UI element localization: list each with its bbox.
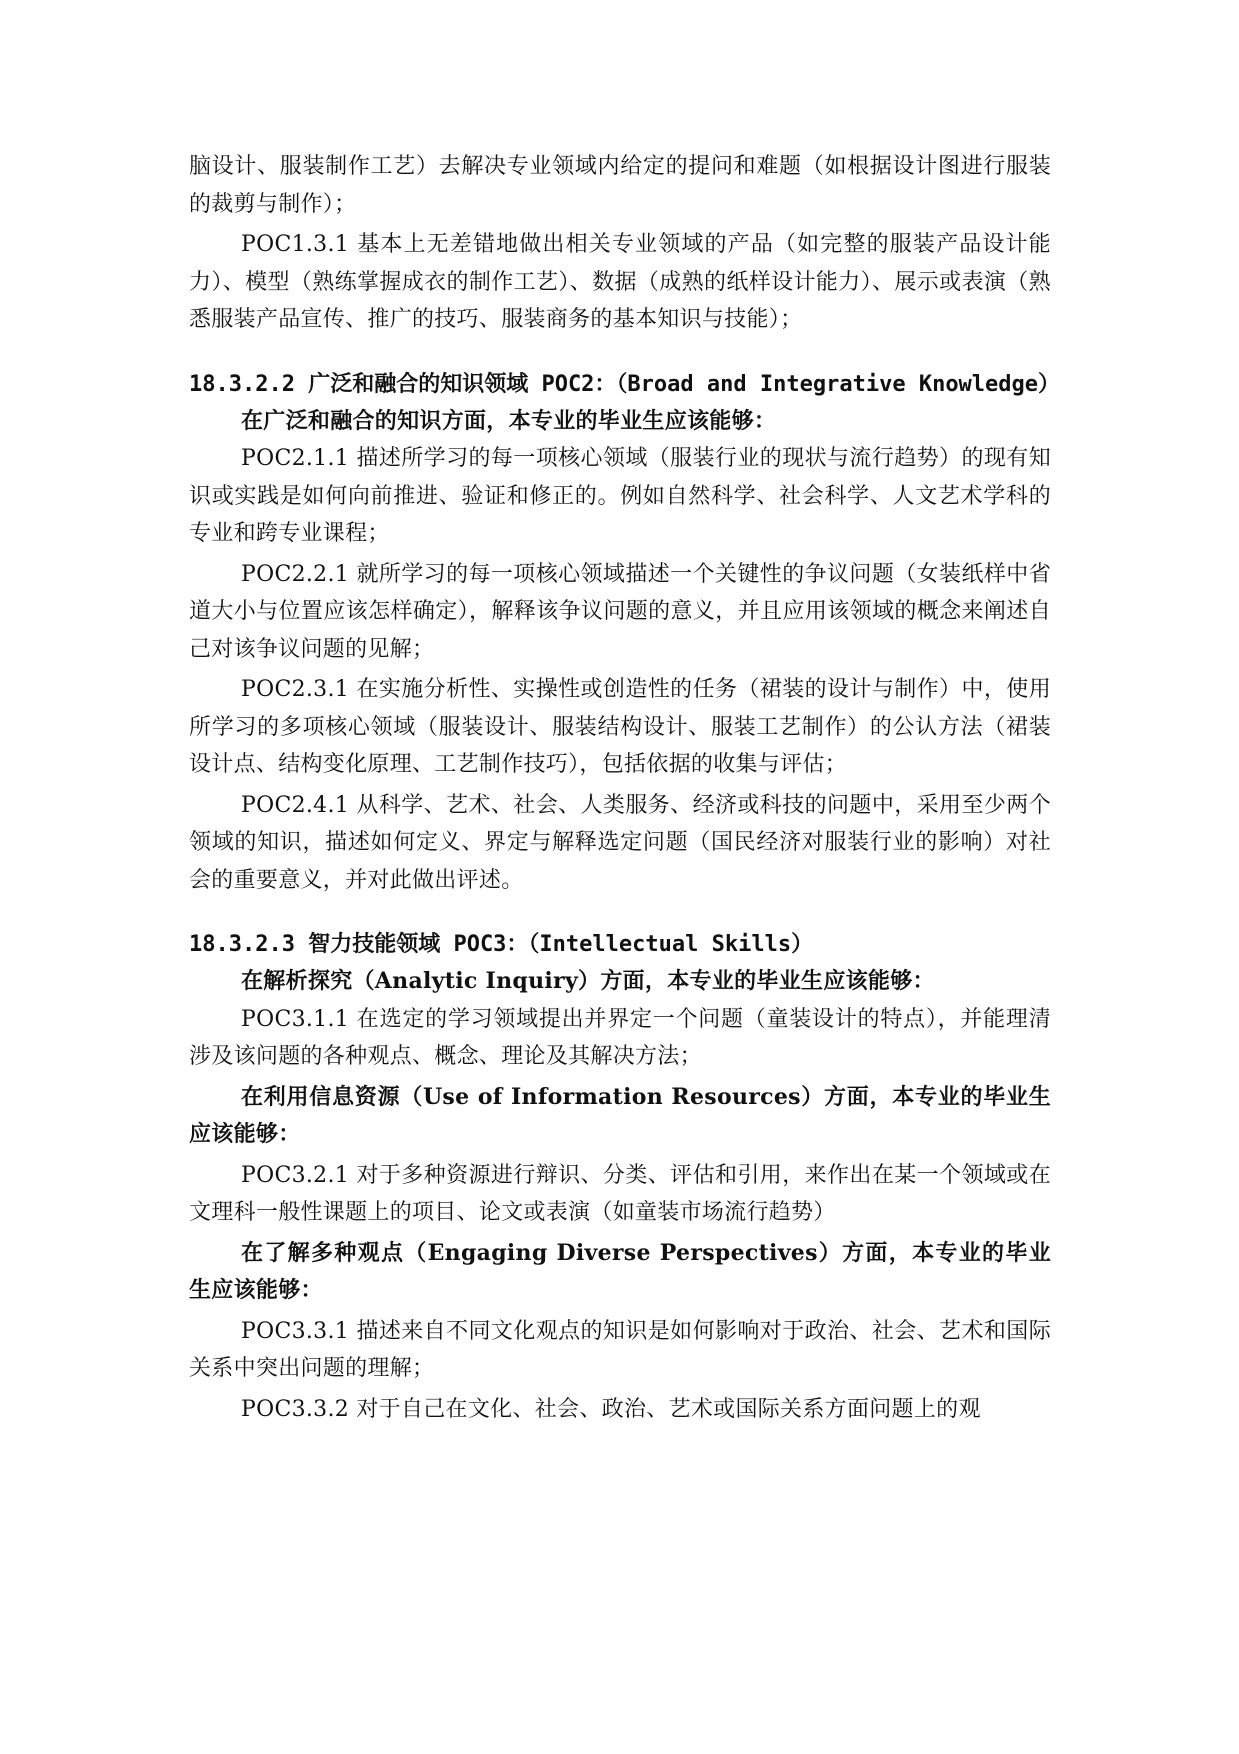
poc1-3-1-paragraph: POC1.3.1 基本上无差错地做出相关专业领域的产品（如完整的服装产品设计能力）、模型（熟练掌握成衣的制作工艺）、数据（成熟的纸样设计能力）、展示或表演（熟悉服装产品宣传、推广的技巧、服装商务的基本知识与技能）； [189, 232, 1051, 332]
poc2-4-1-paragraph: POC2.4.1 从科学、艺术、社会、人类服务、经济或科技的问题中，采用至少两个领域的知识，描述如何定义、界定与解释选定问题（国民经济对服装行业的影响）对社会的重要意义，并对此做出评述。 [189, 792, 1051, 893]
poc3-1-1-paragraph: POC3.1.1 在选定的学习领域提出并界定一个问题（童装设计的特点），并能理清涉及该问题的各种观点、概念、理论及其解决方法； [189, 1006, 1051, 1069]
poc2-2-1-paragraph: POC2.2.1 就所学习的每一项核心领域描述一个关键性的争议问题（女装纸样中省道大小与位置应该怎样确定），解释该争议问题的意义，并且应用该领域的概念来阐述自己对该争议问题的见解； [189, 561, 1051, 662]
diverse-perspectives-bold: 在了解多种观点（Engaging Diverse Perspectives）方面，本专业的毕业生应该能够： [189, 1239, 1051, 1303]
section-heading-18-3-2-2: 18.3.2.2 广泛和融合的知识领域 POC2：（Broad and Integrative Knowledge） [189, 371, 1061, 397]
poc3-2-1-paragraph: POC3.2.1 对于多种资源进行辩识、分类、评估和引用，来作出在某一个领域或在文理科一般性课题上的项目、论文或表演（如童装市场流行趋势） [189, 1162, 1051, 1225]
section-spacer [189, 899, 1051, 926]
analytic-inquiry-bold: 在解析探究（Analytic Inquiry）方面，本专业的毕业生应该能够： [241, 968, 935, 994]
section-heading-18-3-2-3: 18.3.2.3 智力技能领域 POC3：（Intellectual Skills） [189, 932, 814, 957]
poc2-intro-bold: 在广泛和融合的知识方面，本专业的毕业生应该能够： [241, 407, 777, 434]
section-spacer [189, 339, 1051, 366]
poc3-3-2-paragraph: POC3.3.2 对于自己在文化、社会、政治、艺术或国际关系方面问题上的观 [241, 1396, 981, 1422]
poc2-1-1-paragraph: POC2.1.1 描述所学习的每一项核心领域（服装行业的现状与流行趋势）的现有知识或实践是如何向前推进、验证和修正的。例如自然科学、社会科学、人文艺术学科的专业和跨专业课程； [189, 446, 1051, 546]
poc2-3-1-paragraph: POC2.3.1 在实施分析性、实操性或创造性的任务（裙装的设计与制作）中，使用所学习的多项核心领域（服装设计、服装结构设计、服装工艺制作）的公认方法（裙装设计点、结构变化原理、工艺制作技巧），包括依据的收集与评估； [189, 677, 1051, 777]
continuation-paragraph: 脑设计、服装制作工艺）去解决专业领域内给定的提问和难题（如根据设计图进行服装的裁剪与制作）； [189, 154, 1051, 217]
information-resources-bold: 在利用信息资源（Use of Information Resources）方面，本专业的毕业生应该能够： [189, 1083, 1051, 1147]
poc3-3-1-paragraph: POC3.3.1 描述来自不同文化观点的知识是如何影响对于政治、社会、艺术和国际关系中突出问题的理解； [189, 1318, 1051, 1381]
document-page [189, 148, 1061, 1428]
